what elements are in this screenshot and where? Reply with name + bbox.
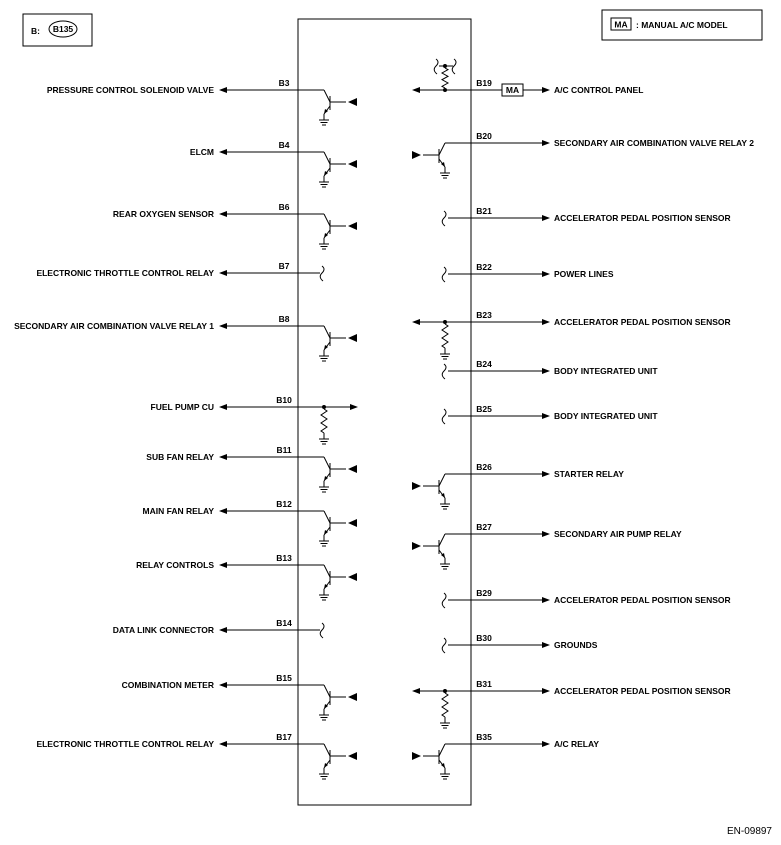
left-pin-label: DATA LINK CONNECTOR [112,625,214,635]
collector-lead [324,511,330,523]
arrowhead-icon [542,741,550,747]
left-pin-label: ELCM [189,147,214,157]
collector-lead [324,685,330,697]
left-pin-number: B6 [278,202,290,212]
arrowhead-icon [219,211,227,217]
left-pin-number: B11 [276,445,292,455]
base-input-arrow-icon [348,160,357,168]
arrowhead-icon [542,319,550,325]
left-pin-b3 [47,78,357,125]
right-pin-b19 [412,59,643,96]
wire-break-icon [442,409,446,424]
wire-break-icon [442,364,446,379]
arrowhead-icon [542,471,550,477]
arrowhead-icon [542,642,550,648]
junction-dot [443,320,447,324]
base-input-arrow-icon [412,151,421,159]
arrowhead-icon [542,368,550,374]
left-pin-b6 [113,202,357,249]
collector-lead [324,152,330,164]
left-pin-b15 [122,673,357,720]
resistor-icon [321,409,327,433]
left-pin-number: B8 [278,314,290,324]
right-pin-number: B20 [476,131,492,141]
left-pin-b17 [36,732,357,779]
arrowhead-icon [219,270,227,276]
left-pin-b12 [143,499,357,546]
arrowhead-icon [542,413,550,419]
arrowhead-icon [542,597,550,603]
arrowhead-icon [219,508,227,514]
left-pin-label: COMBINATION METER [121,680,214,690]
left-pin-number: B17 [276,732,292,742]
collector-lead [439,474,445,486]
right-pin-label: A/C CONTROL PANEL [554,85,644,95]
base-input-arrow-icon [348,752,357,760]
arrowhead-icon [542,271,550,277]
arrowhead-icon [219,404,227,410]
arrowhead-icon [350,404,358,410]
base-input-arrow-icon [348,519,357,527]
junction-dot [443,88,447,92]
right-pin-label: ACCELERATOR PEDAL POSITION SENSOR [554,317,731,327]
connector-id: B135 [52,24,74,34]
right-pin-b29 [442,588,730,608]
left-pins [14,78,358,779]
arrowhead-icon [412,688,420,694]
right-pin-label: SECONDARY AIR COMBINATION VALVE RELAY 2 [554,138,754,148]
left-pin-label: ELECTRONIC THROTTLE CONTROL RELAY [36,268,214,278]
arrowhead-icon [219,149,227,155]
junction-dot [443,689,447,693]
right-pin-number: B23 [476,310,492,320]
right-pin-label: GROUNDS [554,640,598,650]
arrowhead-icon [219,627,227,633]
junction-dot [322,405,326,409]
left-pin-number: B13 [276,553,292,563]
right-pin-b31 [412,679,731,728]
left-pin-b13 [136,553,357,600]
left-pin-b8 [14,314,357,361]
right-pin-b24 [442,359,658,379]
left-pin-number: B14 [276,618,292,628]
left-pin-number: B15 [276,673,292,683]
collector-lead [324,744,330,756]
collector-lead [324,565,330,577]
arrowhead-icon [219,682,227,688]
ma-tag: MA [505,85,520,95]
right-pin-label: POWER LINES [554,269,614,279]
wire-break-icon [434,59,438,74]
collector-lead [439,744,445,756]
base-input-arrow-icon [348,334,357,342]
right-pin-number: B31 [476,679,492,689]
base-input-arrow-icon [348,98,357,106]
left-pin-label: FUEL PUMP CU [150,402,214,412]
right-pin-label: BODY INTEGRATED UNIT [554,411,658,421]
base-input-arrow-icon [412,482,421,490]
arrowhead-icon [412,319,420,325]
collector-lead [324,326,330,338]
right-pin-b26 [412,462,624,509]
base-input-arrow-icon [348,693,357,701]
left-pin-label: SECONDARY AIR COMBINATION VALVE RELAY 1 [14,321,214,331]
right-pin-number: B24 [476,359,492,369]
base-input-arrow-icon [348,222,357,230]
right-pin-b23 [412,310,731,359]
collector-lead [439,534,445,546]
legend-tag: MA [614,19,628,30]
left-pin-label: PRESSURE CONTROL SOLENOID VALVE [46,85,214,95]
base-input-arrow-icon [348,573,357,581]
wire-break-icon [320,623,324,638]
right-pin-number: B35 [476,732,492,742]
right-pin-label: BODY INTEGRATED UNIT [554,366,658,376]
left-pin-label: MAIN FAN RELAY [142,506,214,516]
right-pin-number: B21 [476,206,492,216]
right-pin-number: B22 [476,262,492,272]
right-pin-label: ACCELERATOR PEDAL POSITION SENSOR [554,213,731,223]
right-pin-label: SECONDARY AIR PUMP RELAY [554,529,682,539]
base-input-arrow-icon [348,465,357,473]
collector-lead [324,214,330,226]
right-pin-number: B30 [476,633,492,643]
right-pin-label: ACCELERATOR PEDAL POSITION SENSOR [554,595,731,605]
arrowhead-icon [219,741,227,747]
arrowhead-icon [219,454,227,460]
right-pin-number: B27 [476,522,492,532]
right-pin-b22 [442,262,614,282]
right-pin-number: B25 [476,404,492,414]
figure-id: EN-09897 [726,826,772,837]
right-pin-label: A/C RELAY [554,739,600,749]
base-input-arrow-icon [412,542,421,550]
arrowhead-icon [219,562,227,568]
right-pin-b20 [412,131,754,178]
connector-prefix: B: [31,26,40,36]
left-pin-label: SUB FAN RELAY [146,452,214,462]
left-pin-b14 [113,618,324,638]
wire-break-icon [442,593,446,608]
right-pin-b21 [442,206,730,226]
arrowhead-icon [542,531,550,537]
legend-text: : MANUAL A/C MODEL [636,20,728,30]
collector-lead [324,90,330,102]
right-pins [412,59,754,779]
right-pin-label: STARTER RELAY [554,469,624,479]
base-input-arrow-icon [412,752,421,760]
collector-lead [439,143,445,155]
arrowhead-icon [412,87,420,93]
left-pin-b7 [36,261,324,281]
left-pin-number: B4 [278,140,290,150]
right-pin-number: B26 [476,462,492,472]
arrowhead-icon [542,688,550,694]
left-pin-number: B3 [278,78,290,88]
resistor-icon [442,693,448,717]
right-pin-b27 [412,522,682,569]
collector-lead [324,457,330,469]
right-pin-number: B19 [476,78,492,88]
right-pin-label: ACCELERATOR PEDAL POSITION SENSOR [554,686,731,696]
arrowhead-icon [542,140,550,146]
left-pin-label: REAR OXYGEN SENSOR [112,209,214,219]
ecm-box [298,19,471,805]
right-pin-b35 [412,732,599,779]
right-pin-b30 [442,633,598,653]
right-pin-b25 [442,404,658,424]
left-pin-b10 [151,395,358,444]
wire-break-icon [442,211,446,226]
wire-break-icon [442,267,446,282]
left-pin-number: B12 [276,499,292,509]
resistor-icon [442,324,448,348]
wire-break-icon [320,266,324,281]
arrowhead-icon [542,215,550,221]
right-pin-number: B29 [476,588,492,598]
arrowhead-icon [542,87,550,93]
left-pin-label: RELAY CONTROLS [136,560,214,570]
arrowhead-icon [219,323,227,329]
left-pin-b11 [146,445,357,492]
left-pin-label: ELECTRONIC THROTTLE CONTROL RELAY [36,739,214,749]
wire-break-icon [442,638,446,653]
left-pin-number: B10 [276,395,292,405]
left-pin-b4 [190,140,357,187]
left-pin-number: B7 [278,261,290,271]
arrowhead-icon [219,87,227,93]
resistor-icon [442,68,448,88]
